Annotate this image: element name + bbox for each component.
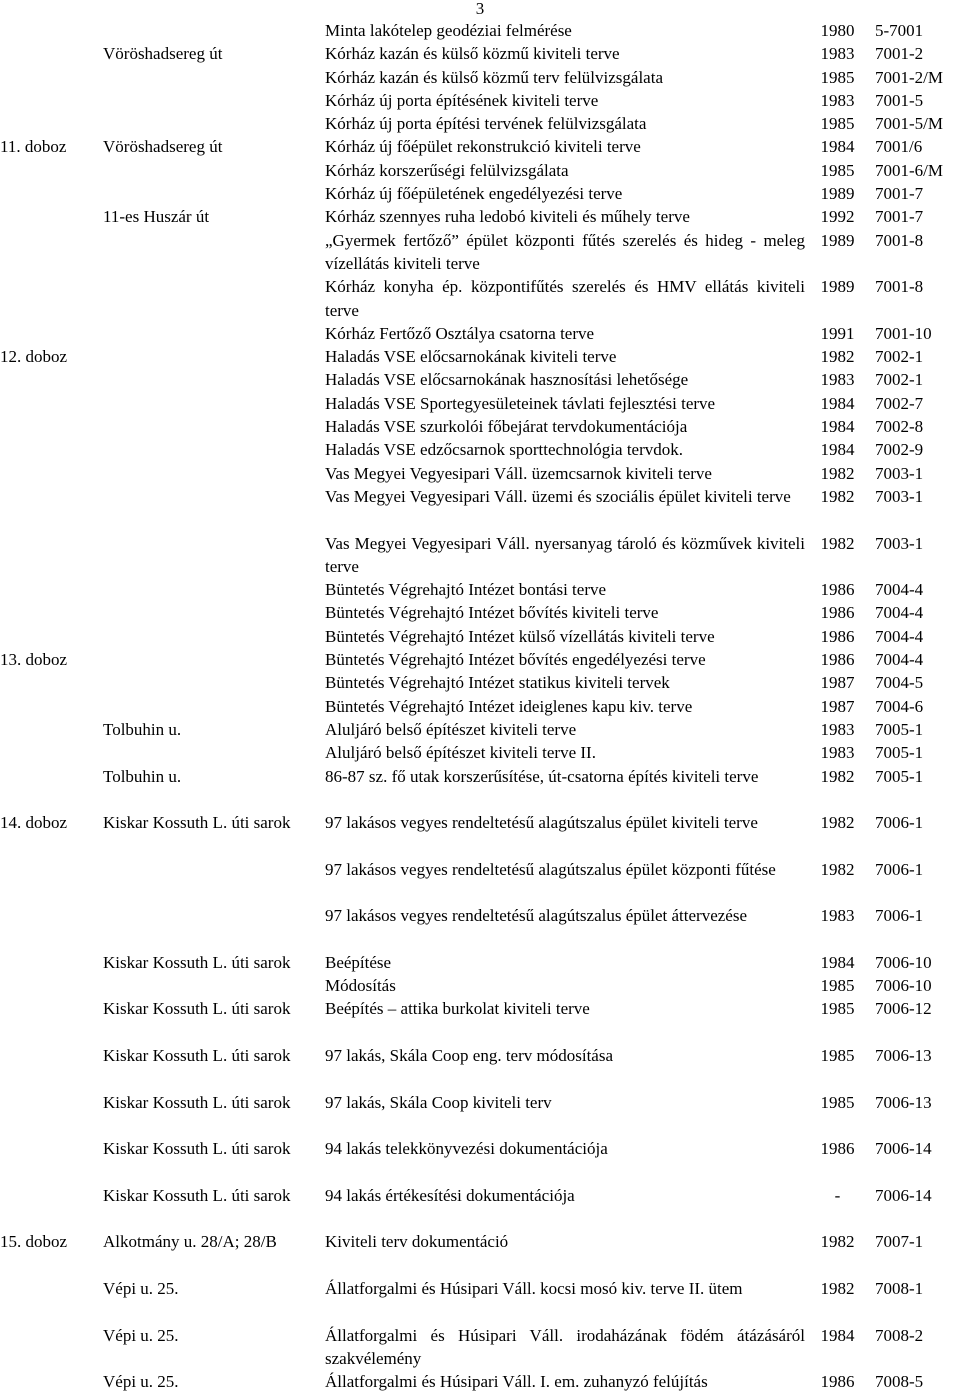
year-cell: 1986 <box>820 650 855 670</box>
code-cell: 7001/6 <box>875 137 923 157</box>
description-cell: Haladás VSE edzőcsarnok sporttechnológia tervdok. <box>325 440 684 460</box>
location-cell: Tolbuhin u. <box>103 719 182 739</box>
year-cell: 1986 <box>820 626 855 646</box>
year-cell: 1984 <box>820 952 855 972</box>
year-cell: 1987 <box>820 696 855 716</box>
table-row <box>0 275 960 322</box>
table-row <box>0 765 960 812</box>
description-cell: Állatforgalmi és Húsipari Váll. I. em. zuhanyzó felújítás <box>325 1372 708 1392</box>
location-cell: Kiskar Kossuth L. úti sarok <box>103 952 291 972</box>
description-cell: „Gyermek fertőző” épület központi fűtés szerelés és hideg - meleg vízellátás kiviteli terve <box>325 230 805 273</box>
code-cell: 7001-8 <box>875 277 924 297</box>
description-cell: Aluljáró belső építészet kiviteli terve II. <box>325 743 596 763</box>
table-row <box>0 112 960 135</box>
description-cell: Kórház új főépületének engedélyezési terve <box>325 184 623 204</box>
year-cell: 1982 <box>820 1279 855 1299</box>
description-cell: 97 lakásos vegyes rendeltetésű alagútszalus épület kiviteli terve <box>325 813 758 833</box>
description-cell: 86-87 sz. fő utak korszerűsítése, út-csatorna építés kiviteli terve <box>325 766 759 786</box>
year-cell: 1982 <box>820 1232 855 1252</box>
table-row <box>0 718 960 741</box>
description-cell: Büntetés Végrehajtó Intézet bővítés engedélyezési terve <box>325 650 706 670</box>
year-cell: 1983 <box>820 719 855 739</box>
code-cell: 7001-5/M <box>875 114 943 134</box>
code-cell: 7006-14 <box>875 1185 932 1205</box>
code-cell: 7006-1 <box>875 906 924 926</box>
location-cell: Tolbuhin u. <box>103 766 182 786</box>
code-cell: 7001-6/M <box>875 160 943 180</box>
box-label: 11. doboz <box>0 137 67 157</box>
year-cell: 1985 <box>820 999 855 1019</box>
code-cell: 7006-14 <box>875 1139 932 1159</box>
code-cell: 7008-2 <box>875 1325 924 1345</box>
location-cell: Vépi u. 25. <box>103 1279 179 1299</box>
year-cell: 1982 <box>820 486 855 506</box>
description-cell: 97 lakás, Skála Coop eng. terv módosítása <box>325 1046 614 1066</box>
location-cell: Alkotmány u. 28/A; 28/B <box>103 1232 277 1252</box>
table-row <box>0 974 960 997</box>
table-row <box>0 462 960 485</box>
year-cell: 1986 <box>820 603 855 623</box>
table-row <box>0 997 960 1044</box>
year-cell: 1984 <box>820 1325 855 1345</box>
code-cell: 7001-8 <box>875 230 924 250</box>
code-cell: 7003-1 <box>875 533 924 553</box>
year-cell: 1983 <box>820 90 855 110</box>
code-cell: 7001-7 <box>875 207 924 227</box>
year-cell: 1980 <box>820 21 855 40</box>
table-row <box>0 438 960 461</box>
code-cell: 7006-13 <box>875 1046 932 1066</box>
box-label: 12. doboz <box>0 347 68 367</box>
year-cell: 1982 <box>820 533 855 553</box>
table-row <box>0 485 960 532</box>
year-cell: 1992 <box>820 207 855 227</box>
year-cell: 1986 <box>820 580 855 600</box>
table-row <box>0 741 960 764</box>
description-cell: Kiviteli terv dokumentáció <box>325 1232 509 1252</box>
table-row <box>0 601 960 624</box>
location-cell: 11-es Huszár út <box>103 207 210 227</box>
code-cell: 7006-1 <box>875 813 924 833</box>
table-row <box>0 205 960 228</box>
code-cell: 7004-4 <box>875 650 924 670</box>
description-cell: Büntetés Végrehajtó Intézet bővítés kiviteli terve <box>325 603 659 623</box>
description-cell: 97 lakás, Skála Coop kiviteli terv <box>325 1092 552 1112</box>
year-cell: 1984 <box>820 417 855 437</box>
description-cell: Kórház kazán és külső közmű kiviteli terve <box>325 44 620 64</box>
year-cell: 1983 <box>820 743 855 763</box>
table-row <box>0 392 960 415</box>
table-row <box>0 89 960 112</box>
table-row <box>0 322 960 345</box>
code-cell: 7006-10 <box>875 976 932 996</box>
code-cell: 7007-1 <box>875 1232 924 1252</box>
year-cell: - <box>834 1185 841 1205</box>
table-row <box>0 858 960 905</box>
description-cell: 94 lakás értékesítési dokumentációja <box>325 1185 575 1205</box>
table-row <box>0 1370 960 1393</box>
location-cell: Vépi u. 25. <box>103 1372 179 1392</box>
table-row <box>0 135 960 158</box>
year-cell: 1983 <box>820 906 855 926</box>
description-cell: Vas Megyei Vegyesipari Váll. nyersanyag tároló és közművek kiviteli terve <box>325 533 805 576</box>
location-cell: Kiskar Kossuth L. úti sarok <box>103 1139 291 1159</box>
description-cell: Haladás VSE Sportegyesületeinek távlati fejlesztési terve <box>325 393 716 413</box>
year-cell: 1982 <box>820 859 855 879</box>
code-cell: 7004-6 <box>875 696 924 716</box>
year-cell: 1984 <box>820 137 855 157</box>
table-row <box>0 1324 960 1371</box>
year-cell: 1982 <box>820 813 855 833</box>
location-cell: Kiskar Kossuth L. úti sarok <box>103 1046 291 1066</box>
year-cell: 1991 <box>820 323 855 343</box>
code-cell: 7001-2/M <box>875 67 943 87</box>
inventory-table <box>0 19 960 1394</box>
description-cell: Beépítés – attika burkolat kiviteli terve <box>325 999 590 1019</box>
year-cell: 1982 <box>820 347 855 367</box>
code-cell: 7008-1 <box>875 1279 924 1299</box>
code-cell: 7002-8 <box>875 417 924 437</box>
description-cell: Állatforgalmi és Húsipari Váll. irodaházának födém átázásáról szakvélemény <box>325 1325 805 1368</box>
year-cell: 1985 <box>820 67 855 87</box>
description-cell: Beépítése <box>325 952 392 972</box>
code-cell: 7005-1 <box>875 719 924 739</box>
year-cell: 1985 <box>820 114 855 134</box>
table-row <box>0 1230 960 1277</box>
code-cell: 7001-7 <box>875 184 924 204</box>
year-cell: 1982 <box>820 766 855 786</box>
box-label: 14. doboz <box>0 813 68 833</box>
year-cell: 1985 <box>820 976 855 996</box>
description-cell: Állatforgalmi és Húsipari Váll. kocsi mosó kiv. terve II. ütem <box>325 1279 743 1299</box>
table-row <box>0 66 960 89</box>
table-row <box>0 1277 960 1324</box>
table-row <box>0 1091 960 1138</box>
description-cell: Kórház új porta építésének kiviteli terve <box>325 90 599 110</box>
year-cell: 1985 <box>820 160 855 180</box>
description-cell: Aluljáró belső építészet kiviteli terve <box>325 719 577 739</box>
code-cell: 7003-1 <box>875 463 924 483</box>
location-cell: Kiskar Kossuth L. úti sarok <box>103 1092 291 1112</box>
location-cell: Kiskar Kossuth L. úti sarok <box>103 1185 291 1205</box>
table-row <box>0 1137 960 1184</box>
code-cell: 7008-5 <box>875 1372 924 1392</box>
description-cell: 97 lakásos vegyes rendeltetésű alagútszalus épület központi fűtése <box>325 859 776 879</box>
code-cell: 7006-10 <box>875 952 932 972</box>
code-cell: 7001-5 <box>875 90 924 110</box>
box-label: 15. doboz <box>0 1232 68 1252</box>
description-cell: Haladás VSE szurkolói főbejárat tervdokumentációja <box>325 417 688 437</box>
table-row <box>0 695 960 718</box>
location-cell: Kiskar Kossuth L. úti sarok <box>103 999 291 1019</box>
table-row <box>0 904 960 951</box>
description-cell: Büntetés Végrehajtó Intézet külső vízellátás kiviteli terve <box>325 626 715 646</box>
year-cell: 1984 <box>820 440 855 460</box>
description-cell: Módosítás <box>325 976 396 996</box>
code-cell: 7006-1 <box>875 859 924 879</box>
table-row <box>0 671 960 694</box>
description-cell: Kórház kazán és külső közmű terv felülvizsgálata <box>325 67 663 87</box>
code-cell: 7004-4 <box>875 580 924 600</box>
year-cell: 1987 <box>820 673 855 693</box>
table-row <box>0 625 960 648</box>
table-row <box>0 415 960 438</box>
table-row <box>0 811 960 858</box>
code-cell: 5-7001 <box>875 21 924 40</box>
code-cell: 7006-13 <box>875 1092 932 1112</box>
description-cell: Vas Megyei Vegyesipari Váll. üzemcsarnok kiviteli terve <box>325 463 712 483</box>
location-cell: Vöröshadsereg út <box>103 44 223 64</box>
year-cell: 1989 <box>820 230 855 250</box>
box-label: 13. doboz <box>0 650 68 670</box>
description-cell: Kórház szennyes ruha ledobó kiviteli és műhely terve <box>325 207 690 227</box>
location-cell: Kiskar Kossuth L. úti sarok <box>103 813 291 833</box>
year-cell: 1983 <box>820 370 855 390</box>
code-cell: 7002-1 <box>875 370 924 390</box>
description-cell: Kórház Fertőző Osztálya csatorna terve <box>325 323 595 343</box>
code-cell: 7001-2 <box>875 44 924 64</box>
description-cell: 94 lakás telekkönyvezési dokumentációja <box>325 1139 608 1159</box>
location-cell: Vépi u. 25. <box>103 1325 179 1345</box>
table-row <box>0 648 960 671</box>
code-cell: 7002-1 <box>875 347 924 367</box>
code-cell: 7004-5 <box>875 673 924 693</box>
table-row <box>0 345 960 368</box>
description-cell: Haladás VSE előcsarnokának kiviteli terve <box>325 347 617 367</box>
code-cell: 7002-7 <box>875 393 924 413</box>
description-cell: Büntetés Végrehajtó Intézet bontási terve <box>325 580 607 600</box>
description-cell: Minta lakótelep geodéziai felmérése <box>325 21 572 40</box>
table-row <box>0 532 960 579</box>
description-cell: Vas Megyei Vegyesipari Váll. üzemi és szociális épület kiviteli terve <box>325 486 791 506</box>
description-cell: 97 lakásos vegyes rendeltetésű alagútszalus épület áttervezése <box>325 906 747 926</box>
year-cell: 1989 <box>820 184 855 204</box>
code-cell: 7002-9 <box>875 440 924 460</box>
year-cell: 1989 <box>820 277 855 297</box>
table-row <box>0 42 960 65</box>
table-row <box>0 229 960 276</box>
description-cell: Kórház korszerűségi felülvizsgálata <box>325 160 569 180</box>
description-cell: Büntetés Végrehajtó Intézet statikus kiviteli tervek <box>325 673 670 693</box>
location-cell: Vöröshadsereg út <box>103 137 223 157</box>
table-row <box>0 578 960 601</box>
year-cell: 1985 <box>820 1092 855 1112</box>
description-cell: Büntetés Végrehajtó Intézet ideiglenes kapu kiv. terve <box>325 696 693 716</box>
table-row <box>0 951 960 974</box>
code-cell: 7004-4 <box>875 603 924 623</box>
description-cell: Kórház új főépület rekonstrukció kiviteli terve <box>325 137 641 157</box>
table-row <box>0 368 960 391</box>
description-cell: Kórház új porta építési tervének felülvizsgálata <box>325 114 647 134</box>
table-row <box>0 1184 960 1231</box>
year-cell: 1983 <box>820 44 855 64</box>
description-cell: Kórház konyha ép. központifűtés szerelés és HMV ellátás kiviteli terve <box>325 277 805 320</box>
page-number: 3 <box>475 0 485 18</box>
year-cell: 1982 <box>820 463 855 483</box>
year-cell: 1984 <box>820 393 855 413</box>
table-row <box>0 182 960 205</box>
table-row <box>0 1044 960 1091</box>
code-cell: 7004-4 <box>875 626 924 646</box>
code-cell: 7006-12 <box>875 999 932 1019</box>
year-cell: 1985 <box>820 1046 855 1066</box>
year-cell: 1986 <box>820 1139 855 1159</box>
code-cell: 7001-10 <box>875 323 932 343</box>
code-cell: 7005-1 <box>875 766 924 786</box>
description-cell: Haladás VSE előcsarnokának hasznosítási lehetősége <box>325 370 689 390</box>
table-row <box>0 159 960 182</box>
year-cell: 1986 <box>820 1372 855 1392</box>
code-cell: 7005-1 <box>875 743 924 763</box>
code-cell: 7003-1 <box>875 486 924 506</box>
table-row <box>0 19 960 42</box>
